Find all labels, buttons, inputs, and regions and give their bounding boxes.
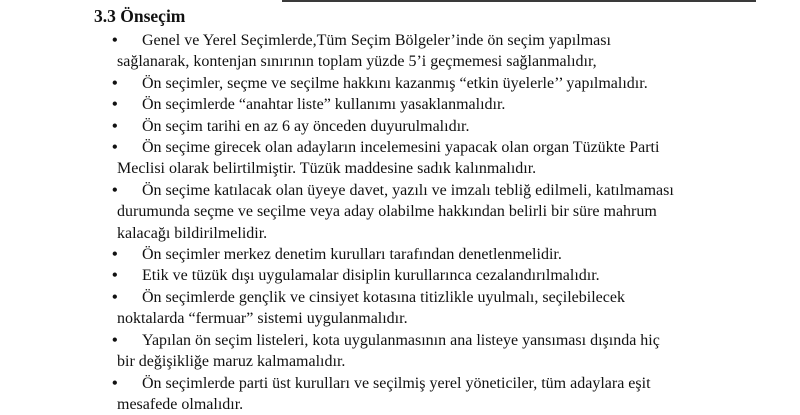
list-item (0, 30, 800, 73)
bullet-marker: • (112, 137, 118, 158)
list-item-continuation: kalacağı bildirilmelidir. (0, 223, 800, 244)
bullet-marker: • (112, 94, 118, 115)
list-item-text: Ön seçimlerde gençlik ve cinsiyet kotasına titizlikle uyulmalı, seçilebilecek (0, 287, 800, 308)
list-item (0, 265, 800, 286)
bullet-marker: • (112, 73, 118, 94)
list-item-continuation: mesafede olmalıdır. (0, 394, 800, 415)
list-item-text: Ön seçime girecek olan adayların incelemesini yapacak olan organ Tüzükte Parti (0, 137, 800, 158)
list-item (0, 94, 800, 115)
list-item-continuation: Meclisi olarak belirtilmiştir. Tüzük maddesine sadık kalınmalıdır. (0, 158, 800, 179)
list-item-continuation: bir değişikliğe maruz kalmamalıdır. (0, 351, 800, 372)
list-item (0, 116, 800, 137)
list-item-text: Ön seçimler, seçme ve seçilme hakkını kazanmış “etkin üyelerle’’ yapılmalıdır. (0, 73, 800, 94)
list-item-text: Ön seçimlerde parti üst kurulları ve seçilmiş yerel yöneticiler, tüm adaylara eşit (0, 373, 800, 394)
list-item (0, 373, 800, 415)
bullet-marker: • (112, 116, 118, 137)
bullet-marker: • (112, 244, 118, 265)
list-item-text: Ön seçimlerde “anahtar liste” kullanımı yasaklanmalıdır. (0, 94, 800, 115)
bullet-marker: • (112, 287, 118, 308)
list-item-continuation: sağlanarak, kontenjan sınırının toplam yüzde 5’i geçmemesi sağlanmalıdır, (0, 51, 800, 72)
bullet-marker: • (112, 373, 118, 394)
list-item (0, 73, 800, 94)
list-item-text: Ön seçime katılacak olan üyeye davet, yazılı ve imzalı tebliğ edilmeli, katılmaması (0, 180, 800, 201)
bullet-marker: • (112, 180, 118, 201)
list-item (0, 137, 800, 180)
bullet-marker: • (112, 265, 118, 286)
bullet-marker: • (112, 330, 118, 351)
bullet-marker: • (112, 30, 118, 51)
list-item (0, 287, 800, 330)
list-item-continuation: durumunda seçme ve seçilme veya aday olabilme hakkından belirli bir süre mahrum (0, 201, 800, 222)
list-item-text: Etik ve tüzük dışı uygulamalar disiplin kurullarınca cezalandırılmalıdır. (0, 265, 800, 286)
list-item (0, 330, 800, 373)
section-heading: 3.3 Önseçim (94, 4, 185, 28)
list-item-text: Yapılan ön seçim listeleri, kota uygulanmasının ana listeye yansıması dışında hiç (0, 330, 800, 351)
list-item (0, 180, 800, 244)
list-item-continuation: noktalarda “fermuar” sistemi uygulanmalıdır. (0, 308, 800, 329)
list-item-text: Ön seçim tarihi en az 6 ay önceden duyurulmalıdır. (0, 116, 800, 137)
list-item (0, 244, 800, 265)
list-item-text: Genel ve Yerel Seçimlerde,Tüm Seçim Bölgeler’inde ön seçim yapılması (0, 30, 800, 51)
top-rule-divider (282, 0, 756, 2)
bullet-list (0, 30, 800, 415)
list-item-text: Ön seçimler merkez denetim kurulları tarafından denetlenmelidir. (0, 244, 800, 265)
